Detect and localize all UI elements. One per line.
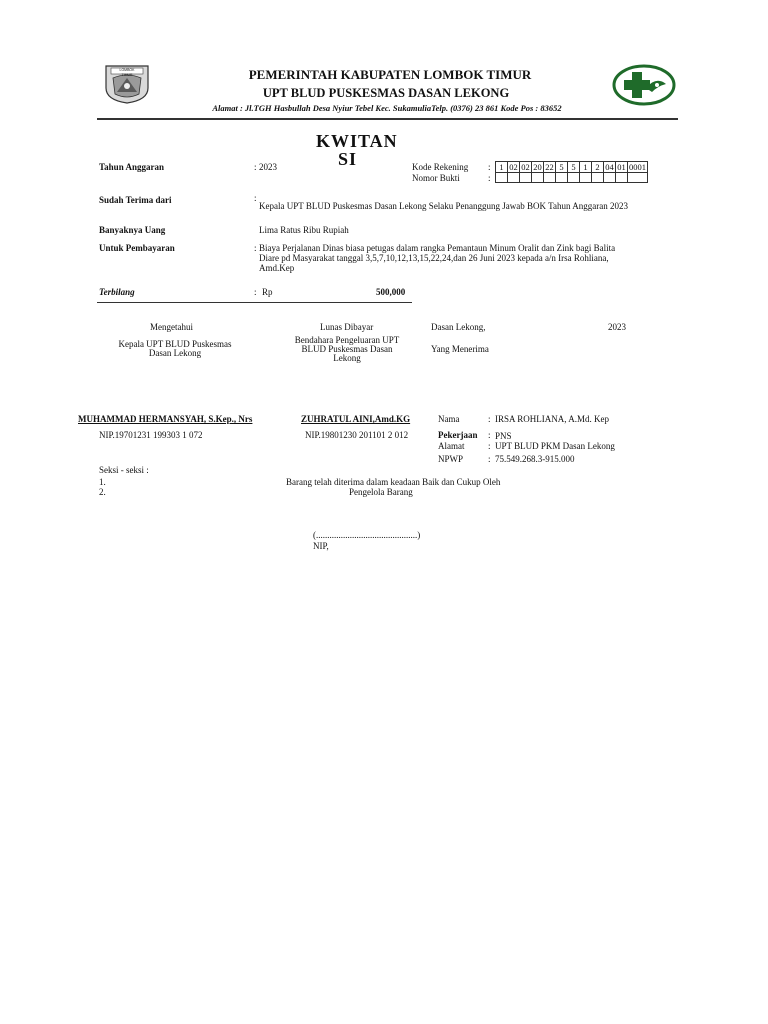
npwp-value: 75.549.268.3-915.000 bbox=[495, 454, 575, 464]
uang-value: Lima Ratus Ribu Rupiah bbox=[259, 225, 349, 235]
bukti-cell bbox=[532, 173, 544, 183]
kepala-nip: NIP.19701231 199303 1 072 bbox=[99, 430, 203, 440]
bayar-label: Untuk Pembayaran bbox=[99, 243, 175, 253]
seksi-item-1: 1. bbox=[99, 477, 106, 487]
bukti-cell bbox=[508, 173, 520, 183]
pekerjaan-label: Pekerjaan bbox=[438, 430, 478, 440]
nama-colon: : bbox=[488, 414, 491, 424]
terima-value: Kepala UPT BLUD Puskesmas Dasan Lekong Selaku Penanggung Jawab BOK Tahun Anggaran 2023 bbox=[259, 201, 628, 211]
bukti-cell bbox=[556, 173, 568, 183]
tahun-label: Tahun Anggaran bbox=[99, 162, 164, 172]
alamat-colon: : bbox=[488, 441, 491, 451]
kode-colon: : bbox=[488, 162, 491, 172]
lunas-label: Lunas Dibayar bbox=[320, 322, 374, 332]
bukti-cell bbox=[580, 173, 592, 183]
kode-cell: 02 bbox=[509, 162, 518, 172]
tahun-colon: : bbox=[254, 162, 257, 172]
seksi-label: Seksi - seksi : bbox=[99, 465, 149, 475]
kepala-title-1: Kepala UPT BLUD Puskesmas bbox=[118, 339, 232, 349]
amount-underline bbox=[97, 302, 412, 303]
mengetahui-label: Mengetahui bbox=[150, 322, 193, 332]
kode-cell: 22 bbox=[545, 162, 554, 172]
amount-value: 500,000 bbox=[376, 287, 406, 297]
header-government: PEMERINTAH KABUPATEN LOMBOK TIMUR bbox=[248, 67, 532, 82]
kode-cell: 04 bbox=[605, 162, 614, 172]
bendahara-name: ZUHRATUL AINI,Amd.KG bbox=[301, 414, 411, 424]
pekerjaan-colon: : bbox=[488, 430, 491, 440]
bendahara-nip: NIP.19801230 201101 2 012 bbox=[305, 430, 409, 440]
uang-label: Banyaknya Uang bbox=[99, 225, 166, 235]
kode-cell: 20 bbox=[533, 162, 542, 172]
bukti-cell bbox=[568, 173, 580, 183]
bayar-colon: : bbox=[254, 243, 257, 253]
barang-statement-1: Barang telah diterima dalam keadaan Baik dan Cukup Oleh bbox=[286, 477, 501, 487]
terima-label: Sudah Terima dari bbox=[99, 195, 172, 205]
document-title-line1: KWITAN bbox=[316, 131, 398, 151]
pekerjaan-value: PNS bbox=[495, 431, 512, 441]
bukti-cell bbox=[616, 173, 628, 183]
logo-text: LOMBOK TIMUR bbox=[119, 68, 135, 77]
menerima-label: Yang Menerima bbox=[431, 344, 489, 354]
kode-cell: 1 bbox=[580, 162, 592, 173]
bukti-cell bbox=[496, 173, 508, 183]
kode-cell: 5 bbox=[556, 162, 568, 173]
seksi-item-2: 2. bbox=[99, 487, 106, 497]
kode-cell: 1 bbox=[496, 162, 508, 173]
header-divider bbox=[97, 118, 678, 120]
signature-nip: NIP, bbox=[313, 541, 329, 551]
signature-dots: (.............................................) bbox=[313, 530, 421, 540]
tahun-value: 2023 bbox=[259, 162, 277, 172]
terima-colon: : bbox=[254, 193, 257, 203]
terbilang-label: Terbilang bbox=[99, 287, 135, 297]
header-address: Alamat : Jl.TGH Hasbullah Desa Nyiur Tebel Kec. SukamuliaTelp. (0376) 23 861 Kode Pos : 83652 bbox=[212, 103, 562, 113]
bukti-cell bbox=[544, 173, 556, 183]
bukti-label: Nomor Bukti bbox=[412, 173, 460, 183]
bendahara-title-1: Bendahara Pengeluaran UPT bbox=[294, 335, 400, 345]
nama-value: IRSA ROHLIANA, A.Md. Kep bbox=[495, 414, 610, 424]
bukti-colon: : bbox=[488, 173, 491, 183]
year-label: 2023 bbox=[608, 322, 626, 332]
kode-rekening-table bbox=[495, 161, 648, 183]
bukti-cell bbox=[628, 173, 648, 183]
barang-statement-2: Pengelola Barang bbox=[349, 487, 413, 497]
kode-label: Kode Rekening bbox=[412, 162, 469, 172]
bayar-line1: Biaya Perjalanan Dinas biasa petugas dalam rangka Pemantaun Minum Oralit dan Zink bagi Balita bbox=[259, 243, 616, 253]
document-title-line2: SI bbox=[338, 149, 358, 169]
kode-cell: 02 bbox=[521, 162, 530, 172]
bukti-cell bbox=[520, 173, 532, 183]
bukti-cell bbox=[604, 173, 616, 183]
place-label: Dasan Lekong, bbox=[431, 322, 486, 332]
npwp-colon: : bbox=[488, 454, 491, 464]
bukti-cell bbox=[592, 173, 604, 183]
kepala-name: MUHAMMAD HERMANSYAH, S.Kep., Nrs bbox=[78, 414, 253, 424]
kepala-title-2: Dasan Lekong bbox=[148, 348, 202, 358]
bendahara-title-2: BLUD Puskesmas Dasan bbox=[301, 344, 393, 354]
kode-cell: 5 bbox=[568, 162, 580, 173]
alamat-value: UPT BLUD PKM Dasan Lekong bbox=[495, 441, 615, 451]
rp-label: Rp bbox=[262, 287, 273, 297]
bayar-line3: Amd.Kep bbox=[259, 263, 295, 273]
nama-label: Nama bbox=[438, 414, 460, 424]
bayar-line2: Diare pd Masyarakat tanggal 3,5,7,10,12,13,15,22,24,dan 26 Juni 2023 kepada a/n Irsa Rohliana, bbox=[259, 253, 609, 263]
terbilang-colon: : bbox=[254, 287, 257, 297]
npwp-label: NPWP bbox=[438, 454, 464, 464]
kode-cell: 01 bbox=[617, 162, 626, 172]
bendahara-title-3: Lekong bbox=[333, 353, 361, 363]
kode-cell: 2 bbox=[592, 162, 604, 173]
header-institution: UPT BLUD PUSKESMAS DASAN LEKONG bbox=[262, 86, 510, 100]
alamat-label: Alamat bbox=[438, 441, 465, 451]
kode-cell: 0001 bbox=[629, 162, 646, 172]
